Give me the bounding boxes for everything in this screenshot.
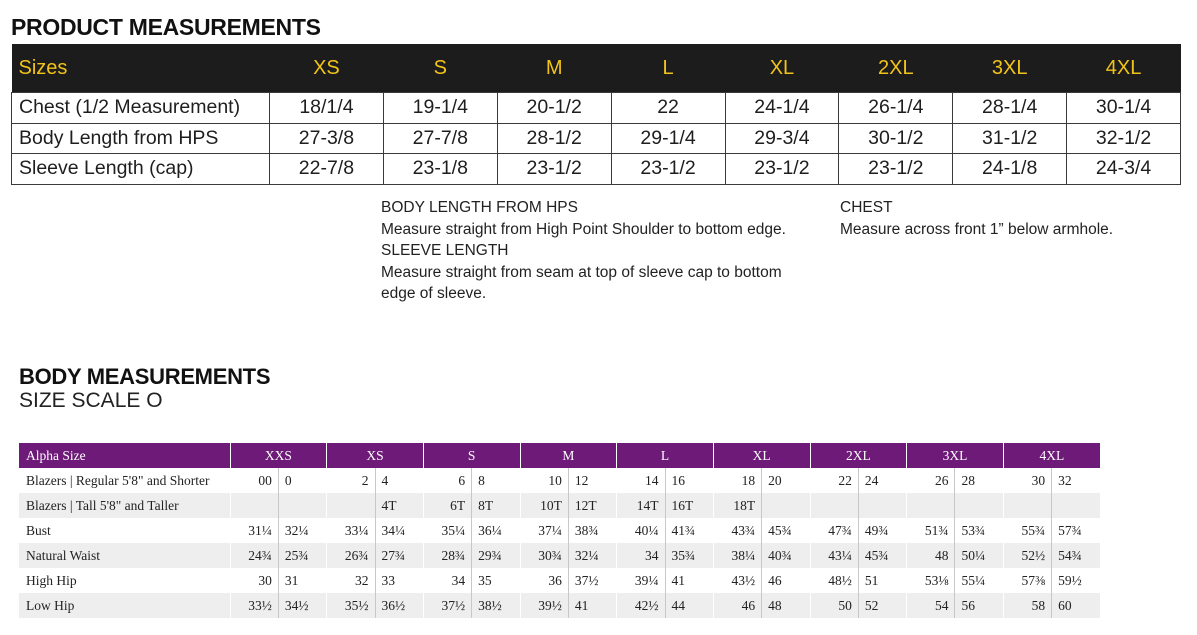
body-measurements-title: BODY MEASUREMENTS (19, 364, 271, 389)
table-cell: 29-1/4 (611, 123, 725, 154)
table-cell: 00 (230, 468, 278, 493)
table-cell: 44 (665, 593, 713, 618)
table-cell: 33¼ (327, 518, 375, 543)
table-cell: 24-1/8 (953, 154, 1067, 185)
product-row-sleeve-length (12, 154, 1181, 185)
table-cell: 50¼ (955, 543, 1003, 568)
table-cell: 41 (568, 593, 616, 618)
product-row-chest (12, 93, 1181, 124)
table-cell: 34 (617, 543, 665, 568)
table-cell (230, 493, 278, 518)
table-cell: 35½ (327, 593, 375, 618)
table-cell: 50 (810, 593, 858, 618)
table-cell (858, 493, 906, 518)
table-cell: 23-1/2 (611, 154, 725, 185)
product-measurements-title: PRODUCT MEASUREMENTS (11, 14, 321, 40)
table-cell: 0 (278, 468, 326, 493)
body-row-bust (19, 518, 1100, 543)
table-cell: 43¼ (810, 543, 858, 568)
body-row-high-hip (19, 568, 1100, 593)
table-cell: 32-1/2 (1067, 123, 1181, 154)
table-cell: 27-3/8 (270, 123, 384, 154)
table-cell: 10T (520, 493, 568, 518)
note-heading-sleeve-length: SLEEVE LENGTH (381, 242, 509, 259)
table-cell: 20 (762, 468, 810, 493)
size-header-3xl: 3XL (953, 44, 1067, 93)
note-text: Measure straight from seam at top of sleeve cap to bottom (381, 263, 782, 281)
note-text: Measure straight from High Point Shoulder to bottom edge. (381, 220, 786, 238)
table-cell: 27-7/8 (383, 123, 497, 154)
table-cell: 4 (375, 468, 423, 493)
row-label: Low Hip (19, 593, 230, 618)
body-row-blazers-regular (19, 468, 1100, 493)
table-cell: 18 (713, 468, 761, 493)
table-cell (907, 493, 955, 518)
table-cell: 46 (762, 568, 810, 593)
table-cell: 6 (423, 468, 471, 493)
table-cell: 8 (472, 468, 520, 493)
table-cell: 22 (810, 468, 858, 493)
body-header-row (19, 443, 1100, 468)
table-cell: 58 (1003, 593, 1051, 618)
table-cell: 28-1/4 (953, 93, 1067, 124)
table-cell: 52 (858, 593, 906, 618)
table-cell: 23-1/2 (839, 154, 953, 185)
table-cell: 47¾ (810, 518, 858, 543)
body-row-low-hip (19, 593, 1100, 618)
table-cell (955, 493, 1003, 518)
table-cell: 46 (713, 593, 761, 618)
note-heading-chest: CHEST (840, 199, 893, 216)
table-cell: 18/1/4 (270, 93, 384, 124)
table-cell: 30¾ (520, 543, 568, 568)
row-label: Chest (1/2 Measurement) (12, 93, 270, 124)
table-cell: 41 (665, 568, 713, 593)
table-cell: 59½ (1052, 568, 1100, 593)
table-cell: 36½ (375, 593, 423, 618)
row-label: Sleeve Length (cap) (12, 154, 270, 185)
table-cell: 49¾ (858, 518, 906, 543)
table-cell: 41¾ (665, 518, 713, 543)
table-cell: 45¾ (762, 518, 810, 543)
size-header-s: S (423, 443, 520, 468)
table-cell: 30 (230, 568, 278, 593)
body-measurements-table (19, 443, 1100, 618)
table-cell: 8T (472, 493, 520, 518)
size-header-xl: XL (713, 443, 810, 468)
table-cell: 6T (423, 493, 471, 518)
table-cell (762, 493, 810, 518)
table-cell (1003, 493, 1051, 518)
size-header-xxs: XXS (230, 443, 327, 468)
table-cell: 23-1/2 (725, 154, 839, 185)
table-cell: 27¾ (375, 543, 423, 568)
table-cell: 19-1/4 (383, 93, 497, 124)
table-cell: 32 (1052, 468, 1100, 493)
table-cell: 24¾ (230, 543, 278, 568)
measurement-notes-left (381, 197, 786, 305)
table-cell: 53⅛ (907, 568, 955, 593)
table-cell: 54 (907, 593, 955, 618)
table-cell: 28¾ (423, 543, 471, 568)
table-cell: 25¾ (278, 543, 326, 568)
row-label: Blazers | Tall 5'8" and Taller (19, 493, 230, 518)
table-cell: 40¾ (762, 543, 810, 568)
table-cell: 51 (858, 568, 906, 593)
size-header-2xl: 2XL (839, 44, 953, 93)
table-cell: 38¼ (713, 543, 761, 568)
size-scale-subtitle: SIZE SCALE O (19, 389, 163, 412)
table-cell: 22 (611, 93, 725, 124)
table-cell: 38½ (472, 593, 520, 618)
table-cell: 29¾ (472, 543, 520, 568)
table-cell: 26 (907, 468, 955, 493)
size-header-m: M (497, 44, 611, 93)
row-label: Body Length from HPS (12, 123, 270, 154)
table-cell: 32¼ (568, 543, 616, 568)
table-cell: 38¾ (568, 518, 616, 543)
table-cell: 28-1/2 (497, 123, 611, 154)
table-cell: 32 (327, 568, 375, 593)
table-cell: 23-1/2 (497, 154, 611, 185)
table-cell: 24 (858, 468, 906, 493)
row-label: High Hip (26, 572, 77, 588)
table-cell: 55¾ (1003, 518, 1051, 543)
table-cell: 30 (1003, 468, 1051, 493)
table-cell: 51¾ (907, 518, 955, 543)
table-cell: 60 (1052, 593, 1100, 618)
table-cell: 39½ (520, 593, 568, 618)
table-cell: 28 (955, 468, 1003, 493)
table-cell: 48 (762, 593, 810, 618)
table-cell: 48 (907, 543, 955, 568)
table-cell: 12 (568, 468, 616, 493)
product-row-body-length (12, 123, 1181, 154)
table-cell: 23-1/8 (383, 154, 497, 185)
table-cell: 22-7/8 (270, 154, 384, 185)
table-cell: 56 (955, 593, 1003, 618)
table-cell: 16T (665, 493, 713, 518)
table-cell: 36 (520, 568, 568, 593)
table-cell: 43½ (713, 568, 761, 593)
note-heading-body-length: BODY LENGTH FROM HPS (381, 199, 578, 216)
table-cell: 30-1/2 (839, 123, 953, 154)
table-cell: 33 (375, 568, 423, 593)
table-cell (1052, 493, 1100, 518)
table-cell: 35¼ (423, 518, 471, 543)
size-header-4xl: 4XL (1067, 44, 1181, 93)
table-cell: 48½ (810, 568, 858, 593)
table-cell: 33½ (230, 593, 278, 618)
row-label: Blazers | Regular 5'8" and Shorter (26, 472, 210, 488)
table-cell (327, 493, 375, 518)
table-cell: 26¾ (327, 543, 375, 568)
table-cell: 42½ (617, 593, 665, 618)
table-cell: 37½ (423, 593, 471, 618)
size-header-xl: XL (725, 44, 839, 93)
table-cell: 37½ (568, 568, 616, 593)
alpha-size-header: Alpha Size (19, 443, 230, 468)
table-cell: 53¾ (955, 518, 1003, 543)
size-header-xs: XS (270, 44, 384, 93)
measurement-notes-right (840, 197, 1113, 240)
table-cell: 40¼ (617, 518, 665, 543)
table-cell: 14T (617, 493, 665, 518)
table-cell: 57¾ (1052, 518, 1100, 543)
size-header-xs: XS (327, 443, 424, 468)
table-cell: 24-1/4 (725, 93, 839, 124)
table-cell: 39¼ (617, 568, 665, 593)
table-cell: 32¼ (278, 518, 326, 543)
table-cell: 57⅜ (1003, 568, 1051, 593)
table-cell: 37¼ (520, 518, 568, 543)
table-cell: 35¾ (665, 543, 713, 568)
note-text: Measure across front 1” below armhole. (840, 220, 1114, 238)
table-cell: 31-1/2 (953, 123, 1067, 154)
row-label: Bust (26, 522, 51, 538)
table-cell: 4T (375, 493, 423, 518)
table-cell: 20-1/2 (497, 93, 611, 124)
table-cell (278, 493, 326, 518)
table-cell: 12T (568, 493, 616, 518)
table-cell: 29-3/4 (725, 123, 839, 154)
table-cell: 43¾ (713, 518, 761, 543)
note-text: edge of sleeve. (381, 285, 487, 302)
table-cell: 52½ (1003, 543, 1051, 568)
table-cell: 34½ (278, 593, 326, 618)
size-header-m: M (520, 443, 617, 468)
product-header-row (12, 44, 1181, 93)
table-cell (810, 493, 858, 518)
table-cell: 14 (617, 468, 665, 493)
table-cell: 18T (713, 493, 761, 518)
table-cell: 34 (423, 568, 471, 593)
body-row-blazers-tall (19, 493, 1100, 518)
table-cell: 31 (278, 568, 326, 593)
table-cell: 55¼ (955, 568, 1003, 593)
sizes-header: Sizes (12, 44, 270, 93)
size-header-3xl: 3XL (907, 443, 1004, 468)
table-cell: 35 (472, 568, 520, 593)
size-header-2xl: 2XL (810, 443, 907, 468)
size-header-s: S (383, 44, 497, 93)
table-cell: 2 (327, 468, 375, 493)
row-label: Natural Waist (19, 543, 230, 568)
body-row-natural-waist (19, 543, 1100, 568)
size-header-l: L (617, 443, 714, 468)
table-cell: 24-3/4 (1067, 154, 1181, 185)
table-cell: 16 (665, 468, 713, 493)
size-header-l: L (611, 44, 725, 93)
table-cell: 10 (520, 468, 568, 493)
table-cell: 30-1/4 (1067, 93, 1181, 124)
size-header-4xl: 4XL (1003, 443, 1100, 468)
table-cell: 31¼ (230, 518, 278, 543)
table-cell: 34¼ (375, 518, 423, 543)
product-measurements-table (11, 44, 1181, 185)
table-cell: 45¾ (858, 543, 906, 568)
table-cell: 26-1/4 (839, 93, 953, 124)
table-cell: 54¾ (1052, 543, 1100, 568)
table-cell: 36¼ (472, 518, 520, 543)
